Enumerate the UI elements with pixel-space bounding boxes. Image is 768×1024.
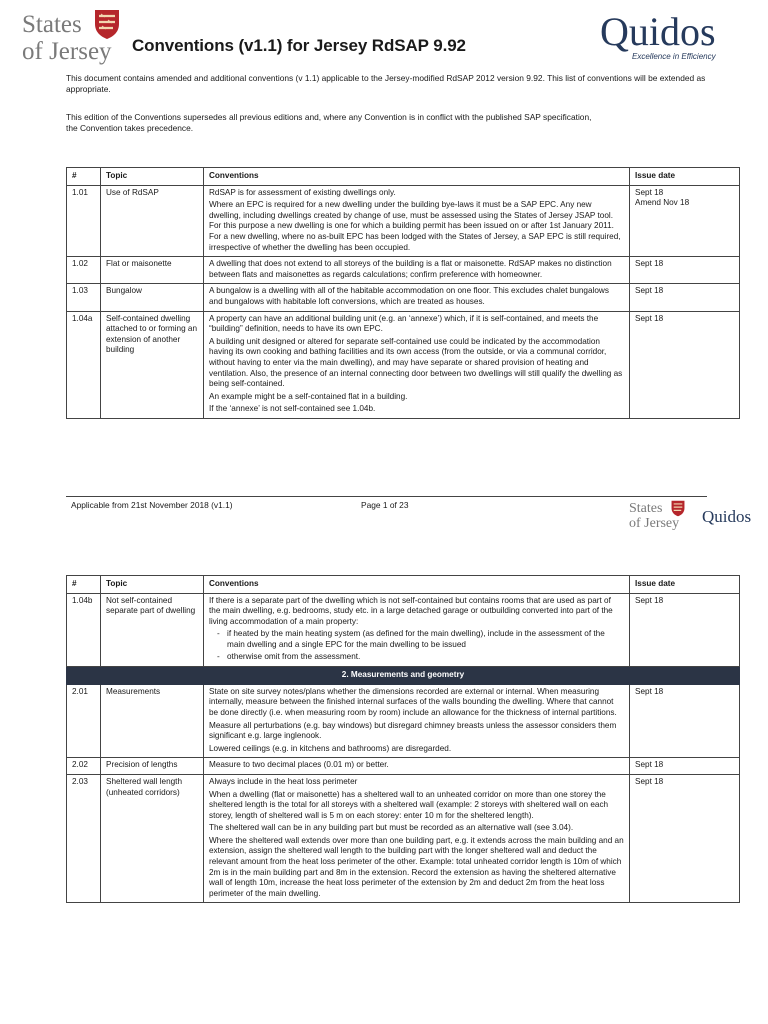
header-issue-date: Issue date xyxy=(630,168,740,186)
table-row xyxy=(67,311,740,418)
convention-paragraph: RdSAP is for assessment of existing dwellings only. xyxy=(209,187,396,197)
row-topic: Flat or maisonette xyxy=(101,257,204,284)
row-conventions xyxy=(204,774,630,903)
table-row xyxy=(67,257,740,284)
convention-paragraph: A property can have an additional building unit (e.g. an ‘annexe’) which, if it is self-contained, and meets the “building” definition, needs to have its own EPC. xyxy=(209,313,599,334)
convention-paragraph: A dwelling that does not extend to all storeys of the building is a flat or maisonette. RdSAP makes no distinction between flats and maisonettes as regards calculations; confirm preference with homeowner. xyxy=(209,259,612,279)
row-conventions xyxy=(204,284,630,311)
convention-bullet: - otherwise omit from the assessment. xyxy=(221,652,624,663)
quidos-logo: Quidos xyxy=(600,9,716,54)
footer-page-number: Page 1 of 23 xyxy=(361,500,409,510)
footer-logo-line-1: States xyxy=(629,501,663,516)
convention-paragraph: When a dwelling (flat or maisonette) has a sheltered wall to an unheated corridor on more than one storey the sheltered length is the total for all storeys with a sheltered wall (example: 2 storeys with sheltered wall on each storey, length of sheltered wall is 5 m on each storey: enter 10 m for the sheltered length). xyxy=(209,789,609,820)
convention-paragraph: Measure to two decimal places (0.01 m) or better. xyxy=(209,760,389,770)
convention-paragraph: State on site survey notes/plans whether the dimensions recorded are external or internal. When measuring internally, measure between the finished internal surfaces of the walls bounding the dwelling. Where that cannot be done directly (i.e. when measuring room by room) include an allowance for the thickness of internal partitions. xyxy=(209,686,617,717)
row-conventions xyxy=(204,758,630,775)
row-issue-date: Sept 18 xyxy=(630,758,740,775)
convention-bullet: - if heated by the main heating system (as defined for the main dwelling), include in the assessment of the main dwelling and a single EPC for the main dwelling to be issued xyxy=(221,629,624,650)
row-issue-date xyxy=(630,185,740,257)
row-num: 1.04b xyxy=(67,593,101,667)
convention-paragraph: A building unit designed or altered for separate self-contained use could be indicated by the accommodation having its own cooking and bathing facilities and its own access (from the outside, or via a communal corridor, without having to enter via the main dwelling), and may have separate or shared provision of heating and ventilation. Also, the presence of an internal connecting door between two dwellings will still qualify the dwelling as being self-contained. xyxy=(209,336,623,389)
table-row xyxy=(67,185,740,257)
row-issue-date: Sept 18 xyxy=(630,593,740,667)
issue-date-line: Sept 18 xyxy=(635,259,664,269)
row-topic: Measurements xyxy=(101,684,204,758)
issue-date-line: Sept 18 xyxy=(635,187,664,197)
logo-line-1: States xyxy=(22,11,82,38)
row-conventions xyxy=(204,185,630,257)
row-num: 2.01 xyxy=(67,684,101,758)
row-topic: Bungalow xyxy=(101,284,204,311)
row-conventions xyxy=(204,311,630,418)
intro-paragraph-2 xyxy=(66,112,706,134)
footer-quidos-logo: Quidos xyxy=(702,507,752,526)
table-row xyxy=(67,774,740,903)
row-topic: Self-contained dwelling attached to or forming an extension of another building xyxy=(101,311,204,418)
convention-paragraph: The sheltered wall can be in any building part but must be recorded as an alternative wall (see 3.04). xyxy=(209,823,574,833)
section-header-row xyxy=(67,667,740,685)
conventions-table-2 xyxy=(66,575,740,903)
convention-paragraph: Where an EPC is required for a new dwelling under the building bye-laws it must be a SAP EPC. Any new dwelling, including dwellings created by change of use, must be assessed using the States of Jersey JSAP tool. For this purpose a new dwelling is one for which a building permit has been issued on or after 1st January 2011. For a new dwelling, where no as-built EPC has been lodged with the States of Jersey, a SAP EPC is still required, irrespective of whether the dwelling has been occupied. xyxy=(209,200,621,252)
convention-paragraph: Lowered ceilings (e.g. in kitchens and bathrooms) are disregarded. xyxy=(209,743,452,753)
row-num: 1.04a xyxy=(67,311,101,418)
jersey-crest-icon xyxy=(94,9,120,40)
logo-line-2: of Jersey xyxy=(22,38,112,65)
intro-paragraph-2-line-1: This edition of the Conventions supersedes all previous editions and, where any Convention is in conflict with the published SAP specification, xyxy=(66,112,592,122)
table-row xyxy=(67,684,740,758)
row-topic: Sheltered wall length (unheated corridors) xyxy=(101,774,204,903)
row-issue-date: Sept 18 xyxy=(630,774,740,903)
row-topic: Not self-contained separate part of dwelling xyxy=(101,593,204,667)
table-header-row xyxy=(67,168,740,186)
row-topic: Use of RdSAP xyxy=(101,185,204,257)
convention-paragraph: If the ‘annexe’ is not self-contained see 1.04b. xyxy=(209,404,376,414)
row-num: 1.03 xyxy=(67,284,101,311)
row-num: 1.02 xyxy=(67,257,101,284)
footer-logo-line-2: of Jersey xyxy=(629,516,680,531)
row-conventions xyxy=(204,593,630,667)
table-row xyxy=(67,758,740,775)
footer-jersey-crest-icon xyxy=(671,500,685,517)
header-topic: Topic xyxy=(101,168,204,186)
convention-bullet-list xyxy=(209,629,624,662)
row-num: 1.01 xyxy=(67,185,101,257)
section-title: 2. Measurements and geometry xyxy=(67,667,740,685)
row-num: 2.03 xyxy=(67,774,101,903)
row-issue-date: Sept 18 xyxy=(630,684,740,758)
table-row xyxy=(67,284,740,311)
issue-date-line: Amend Nov 18 xyxy=(635,198,690,208)
row-conventions xyxy=(204,257,630,284)
row-issue-date xyxy=(630,311,740,418)
header-num: # xyxy=(67,576,101,594)
issue-date-line: Sept 18 xyxy=(635,313,664,323)
row-issue-date xyxy=(630,284,740,311)
convention-paragraph: An example might be a self-contained flat in a building. xyxy=(209,391,408,401)
table-header-row xyxy=(67,576,740,594)
header-issue-date: Issue date xyxy=(630,576,740,594)
header-topic: Topic xyxy=(101,576,204,594)
footer-divider xyxy=(66,496,707,497)
intro-paragraph-2-line-2: the Convention takes precedence. xyxy=(66,123,194,133)
quidos-tagline: Excellence in Efficiency xyxy=(632,52,716,61)
row-issue-date xyxy=(630,257,740,284)
page-title: Conventions (v1.1) for Jersey RdSAP 9.92 xyxy=(132,36,466,55)
row-topic: Precision of lengths xyxy=(101,758,204,775)
row-conventions xyxy=(204,684,630,758)
convention-paragraph: Measure all perturbations (e.g. bay windows) but disregard chimney breasts unless the assessor considers them significant e.g. large inglenook. xyxy=(209,720,617,741)
convention-paragraph: A bungalow is a dwelling with all of the habitable accommodation on one floor. This excludes chalet bungalows and bungalows with habitable loft conversions, which are treated as houses. xyxy=(209,286,609,306)
intro-paragraph-1: This document contains amended and additional conventions (v 1.1) applicable to the Jersey-modified RdSAP 2012 version 9.92. This list of conventions will be extended as appropriate. xyxy=(66,73,706,94)
convention-paragraph: Where the sheltered wall extends over more than one building part, e.g. it extends across the main building and an extension, assign the sheltered wall length to the building part with the longer sheltered wall and deduct the relevant amount from the heat loss perimeter of the other. Example: total unheated corridor length is 10m of which 2m is in the main building part and 8m in the extension. Record the extension as having the sheltered alternative wall of length 10m, increase the heat loss perimeter of the extension by 2m and deduct 2m from the heat loss perimeter of the main dwelling. xyxy=(209,835,624,898)
footer-applicable-date: Applicable from 21st November 2018 (v1.1) xyxy=(71,500,233,510)
convention-paragraph: Always include in the heat loss perimeter xyxy=(209,776,358,786)
header-conventions: Conventions xyxy=(204,168,630,186)
header-num: # xyxy=(67,168,101,186)
table-row xyxy=(67,593,740,667)
row-num: 2.02 xyxy=(67,758,101,775)
conventions-table-1 xyxy=(66,167,740,419)
header-conventions: Conventions xyxy=(204,576,630,594)
issue-date-line: Sept 18 xyxy=(635,286,664,296)
convention-paragraph: If there is a separate part of the dwelling which is not self-contained but contains rooms that are used as part of the main dwelling, e.g. bedrooms, study etc. in a large detached garage or outbuilding converted into part of the living accommodation of a main property: xyxy=(209,595,613,626)
